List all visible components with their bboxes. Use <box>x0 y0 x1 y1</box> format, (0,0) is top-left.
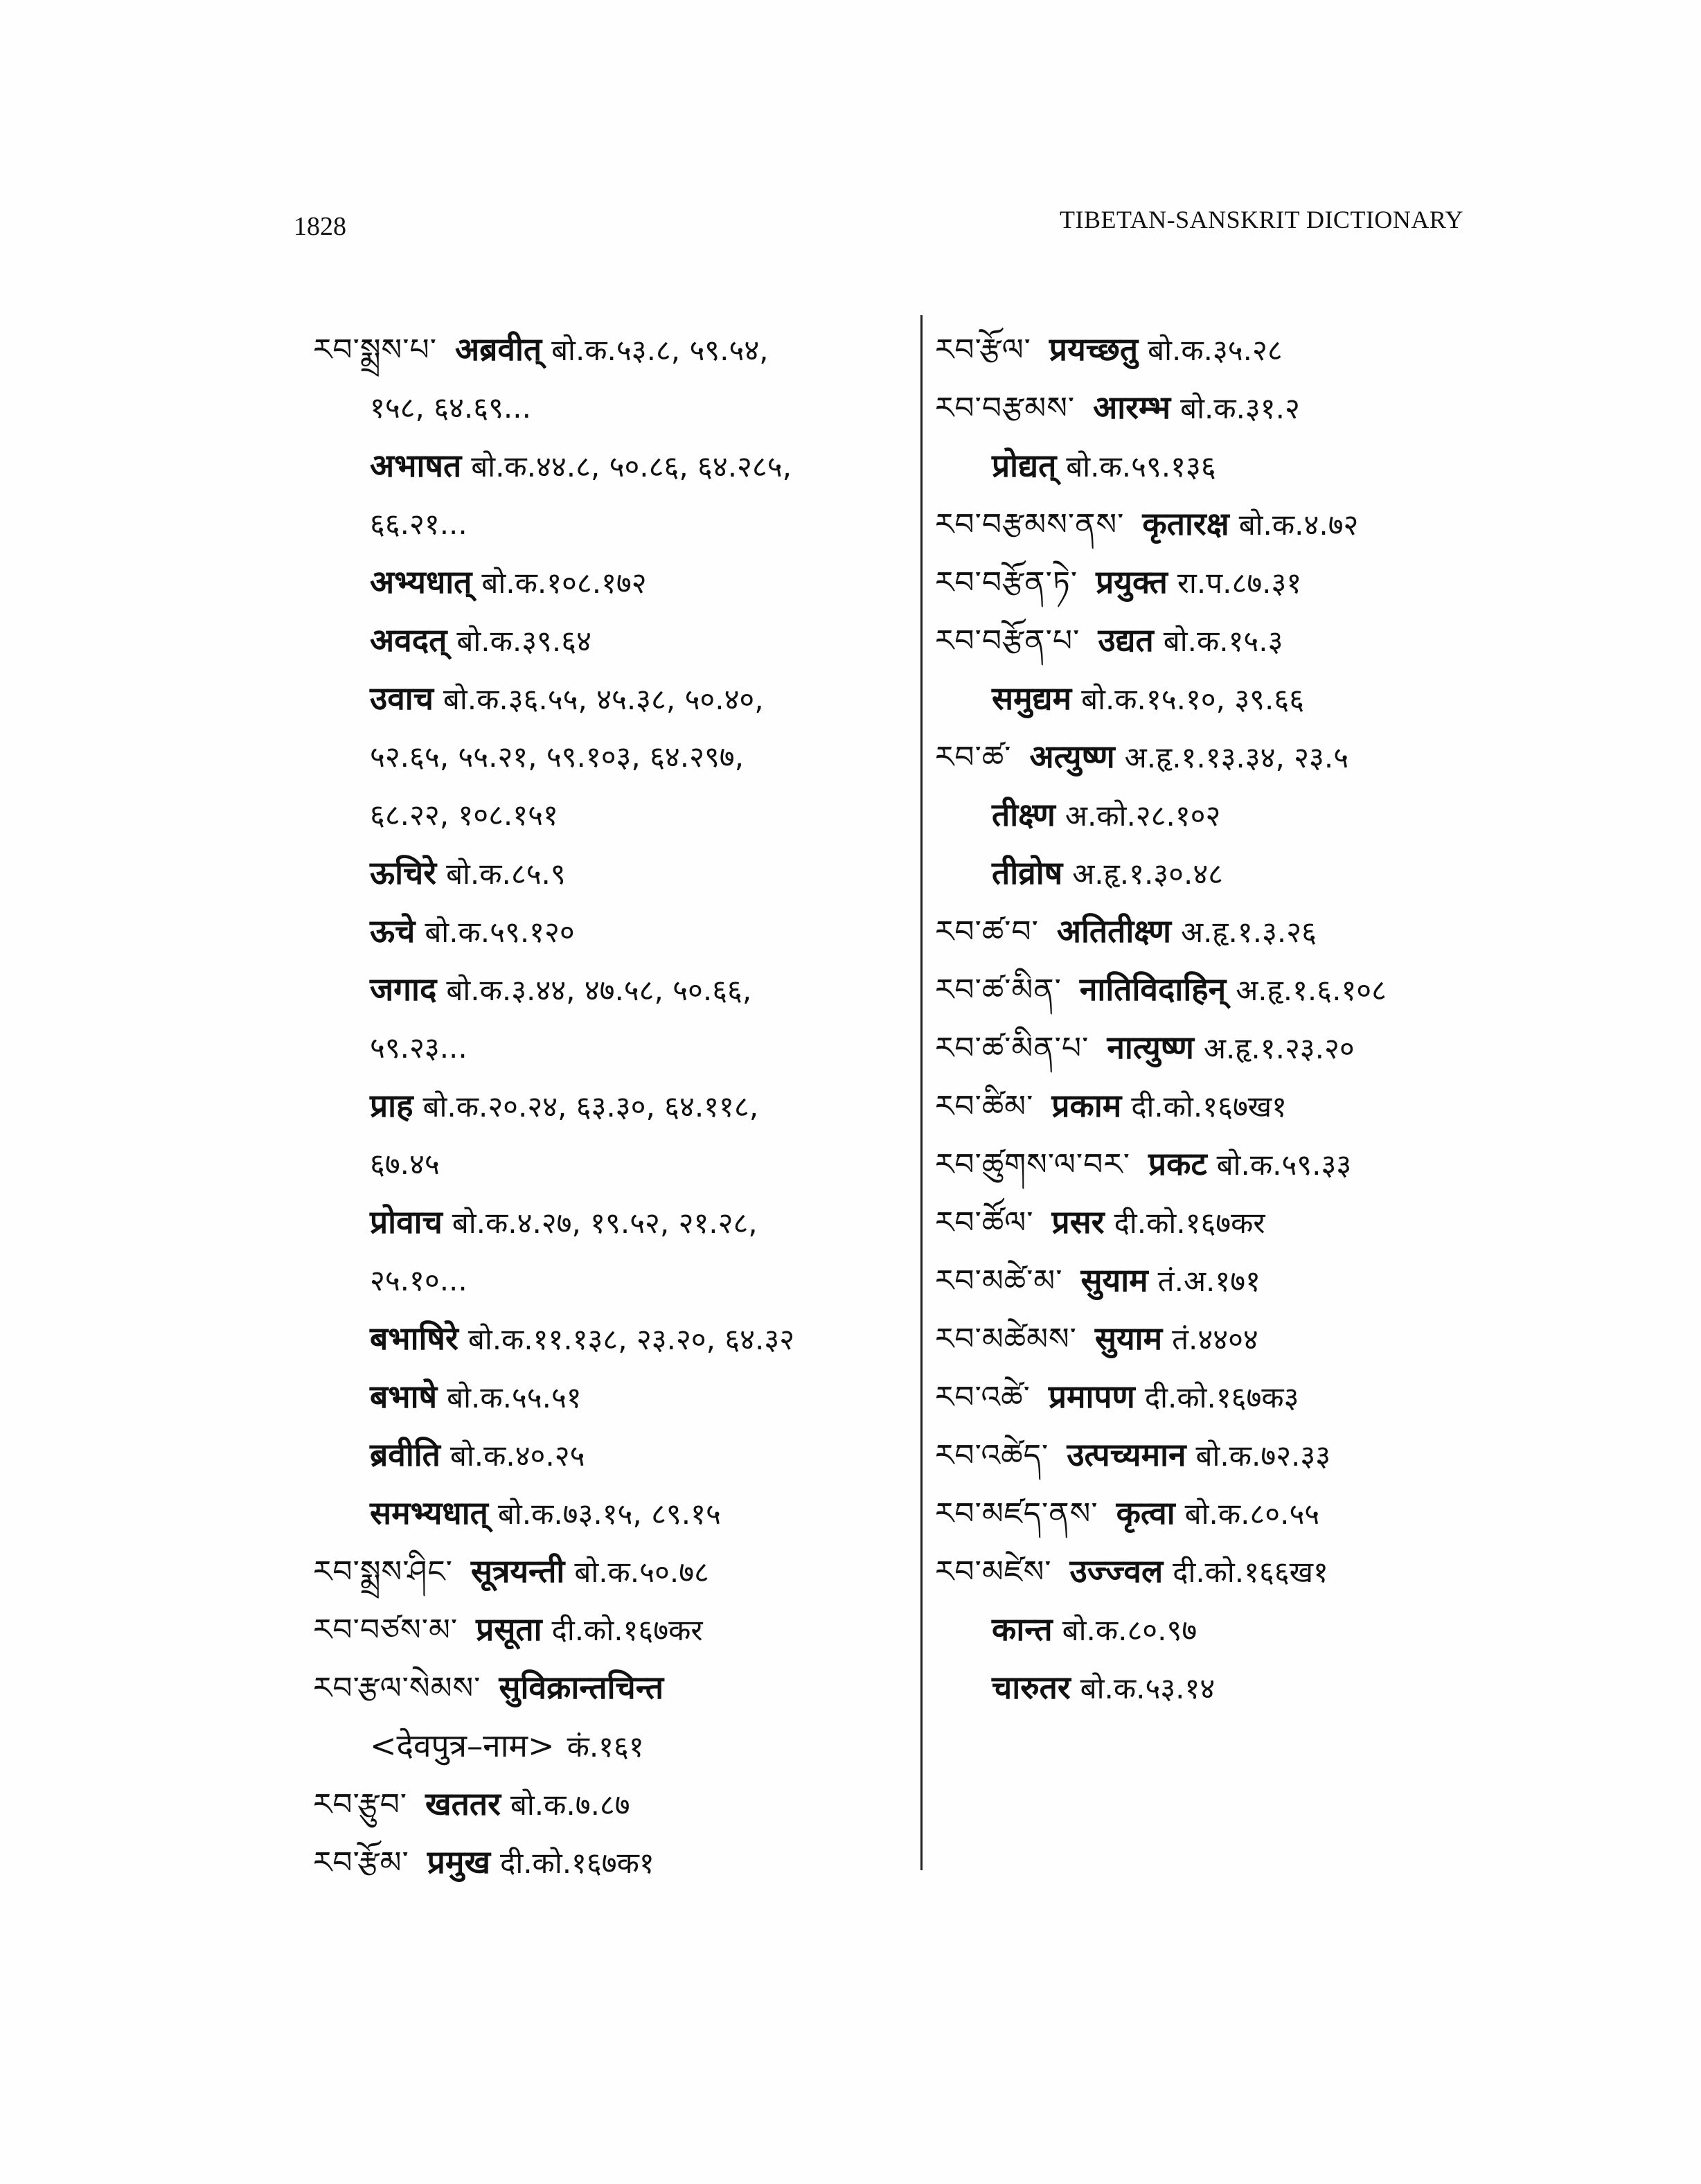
sanskrit-equivalent: तीक्ष्ण <box>992 796 1056 833</box>
tibetan-headword: རབ་རྩལ་སེམས་ <box>313 1671 481 1706</box>
sub-entry <box>313 1193 909 1251</box>
dictionary-entry <box>935 378 1461 436</box>
source-reference: बो.क.४०.२५ <box>449 1439 585 1473</box>
sanskrit-equivalent: नात्युष्ण <box>1107 1029 1194 1066</box>
source-reference: १५८, ६४.६९... <box>370 391 531 425</box>
dictionary-entry <box>313 320 909 378</box>
sanskrit-equivalent: प्रसूता <box>476 1610 542 1648</box>
dictionary-entry <box>313 1658 909 1716</box>
sanskrit-equivalent: बभाषे <box>370 1378 438 1415</box>
left-column <box>313 320 909 1891</box>
sanskrit-equivalent: उवाच <box>370 680 434 717</box>
sub-entry <box>313 553 909 611</box>
source-reference: बो.क.३.४४, ४७.५८, ५०.६६, <box>446 973 752 1007</box>
sanskrit-equivalent: समभ्यधात् <box>370 1494 488 1532</box>
source-reference: बो.क.१५.३ <box>1163 624 1283 658</box>
tibetan-headword: རབ་ཚིམ་ <box>935 1089 1034 1124</box>
column-divider <box>920 315 923 1870</box>
source-reference: ६६.२१... <box>370 507 467 541</box>
source-reference: ६८.२२, १०८.१५१ <box>370 798 558 832</box>
sanskrit-equivalent: चारुतर <box>992 1669 1071 1706</box>
dictionary-entry <box>935 1426 1461 1484</box>
tibetan-headword: རབ་བརྩམས་ནས་ <box>935 507 1125 542</box>
dictionary-entry <box>935 1309 1461 1367</box>
tibetan-headword: རབ་མཚེམས་ <box>935 1322 1077 1357</box>
dictionary-entry <box>935 611 1461 669</box>
source-reference: अ.हृ.१.६.१०८ <box>1236 973 1387 1007</box>
source-reference: बो.क.२०.२४, ६३.३०, ६४.११८, <box>422 1090 759 1124</box>
tibetan-headword: རབ་མཛད་ནས་ <box>935 1496 1098 1532</box>
source-reference: अ.हृ.१.१३.३४, २३.५ <box>1124 740 1349 774</box>
source-reference: बो.क.७.८७ <box>510 1788 630 1822</box>
source-reference: दी.को.१६७क१ <box>500 1846 654 1880</box>
sanskrit-equivalent: अवदत् <box>370 621 447 659</box>
tibetan-headword: རབ་སྨྲས་ཤིང་ <box>313 1554 453 1590</box>
sanskrit-equivalent: तीव्रोष <box>992 854 1063 891</box>
tibetan-headword: རབ་བརྩམས་ <box>935 391 1076 426</box>
source-reference: बो.क.४.२७, १९.५२, २१.२८, <box>452 1206 758 1240</box>
source-reference: २५.१०... <box>370 1263 467 1297</box>
dictionary-entry <box>935 1135 1461 1193</box>
sanskrit-equivalent: ऊचे <box>370 912 416 950</box>
source-reference: दी.को.१६७क३ <box>1144 1380 1299 1414</box>
source-reference: बो.क.५०.७८ <box>574 1555 709 1589</box>
entry-continuation <box>313 1018 909 1076</box>
source-reference: बो.क.४.७२ <box>1238 508 1359 542</box>
entry-continuation <box>313 785 909 844</box>
source-reference: बो.क.३५.२८ <box>1148 333 1283 367</box>
source-reference: बो.क.८०.५५ <box>1184 1497 1320 1531</box>
source-reference: बो.क.७२.३३ <box>1195 1439 1331 1473</box>
dictionary-entry <box>935 727 1461 785</box>
tibetan-headword: རབ་བརྩོན་པ་ <box>935 623 1080 659</box>
sanskrit-equivalent: कान्त <box>992 1610 1053 1648</box>
source-reference: अ.हृ.१.२३.२० <box>1203 1031 1355 1065</box>
category-note: <देवपुत्र–नाम> <box>370 1727 555 1764</box>
sub-entry <box>313 669 909 727</box>
source-reference: बो.क.५५.५१ <box>447 1380 582 1414</box>
dictionary-entry <box>935 1076 1461 1135</box>
tibetan-headword: རབ་འཚེ་ <box>935 1380 1031 1415</box>
sub-entry <box>313 611 909 669</box>
source-reference: ५२.६५, ५५.२१, ५९.१०३, ६४.२९७, <box>370 740 744 774</box>
sanskrit-equivalent: सुविक्रान्तचिन्त <box>499 1669 664 1706</box>
source-reference: तं.अ.१७१ <box>1157 1264 1261 1298</box>
sanskrit-equivalent: अत्युष्ण <box>1029 738 1115 775</box>
sanskrit-equivalent: उज्ज्वल <box>1069 1552 1164 1590</box>
source-reference: दी.को.१६७ख१ <box>1131 1090 1287 1124</box>
tibetan-headword: རབ་བརྩོན་ཏེ་ <box>935 565 1078 601</box>
source-reference: ६७.४५ <box>370 1147 440 1181</box>
sanskrit-equivalent: अभ्यधात् <box>370 563 472 601</box>
sanskrit-equivalent: प्रकट <box>1148 1145 1207 1182</box>
sanskrit-equivalent: प्रयुक्त <box>1096 563 1168 601</box>
sanskrit-equivalent: कृतारक्ष <box>1142 505 1229 542</box>
page-number: 1828 <box>294 212 346 241</box>
sanskrit-equivalent: प्रमुख <box>427 1843 491 1881</box>
sub-entry <box>935 1658 1461 1716</box>
source-reference: बो.क.१५.१०, ३९.६६ <box>1081 682 1305 716</box>
sanskrit-equivalent: अब्रवीत् <box>454 330 542 368</box>
tibetan-headword: རབ་ཚ་མིན་པ་ <box>935 1031 1089 1066</box>
sanskrit-equivalent: प्रसर <box>1051 1203 1105 1241</box>
entry-continuation <box>313 378 909 436</box>
tibetan-headword: རབ་རྩུབ་ <box>313 1787 408 1822</box>
dictionary-entry <box>935 1484 1461 1542</box>
sanskrit-equivalent: उत्पच्यमान <box>1067 1436 1186 1473</box>
tibetan-headword: རབ་ཚ་ <box>935 740 1012 775</box>
dictionary-entry <box>935 960 1461 1018</box>
sanskrit-equivalent: खततर <box>425 1785 501 1822</box>
sub-entry <box>313 1367 909 1426</box>
right-column <box>935 320 1461 1716</box>
dictionary-entry <box>935 1018 1461 1076</box>
tibetan-headword: རབ་རྩོམ་ <box>313 1845 409 1881</box>
entry-continuation <box>313 1251 909 1309</box>
sub-entry <box>935 669 1461 727</box>
dictionary-entry <box>935 1251 1461 1309</box>
sub-entry <box>935 1600 1461 1658</box>
entry-continuation <box>313 1135 909 1193</box>
dictionary-entry <box>935 1367 1461 1426</box>
dictionary-entry <box>935 902 1461 960</box>
entry-note <box>313 1716 909 1775</box>
source-reference: दी.को.१६७कर <box>551 1613 703 1647</box>
tibetan-headword: རབ་རྩོལ་ <box>935 332 1031 368</box>
tibetan-headword: རབ་ཚུགས་ལ་བར་ <box>935 1147 1130 1182</box>
sanskrit-equivalent: आरम्भ <box>1093 389 1171 426</box>
sanskrit-equivalent: प्राह <box>370 1087 413 1124</box>
source-reference: बो.क.३९.६४ <box>456 624 591 658</box>
tibetan-headword: རབ་ཚ་མིན་ <box>935 973 1062 1008</box>
source-reference: बो.क.१०८.१७२ <box>481 566 647 600</box>
sanskrit-equivalent: समुद्यम <box>992 680 1072 717</box>
tibetan-headword: རབ་མཚེ་མ་ <box>935 1263 1063 1299</box>
source-reference: बो.क.८५.९ <box>446 857 566 891</box>
tibetan-headword: རབ་ཚོལ་ <box>935 1205 1034 1241</box>
source-reference: तं.४४०४ <box>1172 1322 1258 1356</box>
sanskrit-equivalent: प्रोद्यत् <box>992 447 1057 484</box>
sanskrit-equivalent: नातिविदाहिन् <box>1079 970 1227 1008</box>
tibetan-headword: རབ་ཚ་བ་ <box>935 914 1039 950</box>
sub-entry <box>935 436 1461 495</box>
sanskrit-equivalent: उद्यत <box>1098 621 1154 659</box>
sanskrit-equivalent: प्रकाम <box>1051 1087 1122 1124</box>
sanskrit-equivalent: बभाषिरे <box>370 1320 458 1357</box>
source-reference: अ.हृ.१.३०.४८ <box>1072 857 1224 891</box>
sub-entry <box>313 1309 909 1367</box>
source-reference: बो.क.५९.१३६ <box>1066 450 1216 483</box>
sanskrit-equivalent: अतितीक्ष्ण <box>1056 912 1172 950</box>
dictionary-entry <box>935 495 1461 553</box>
entry-continuation <box>313 495 909 553</box>
sub-entry <box>313 844 909 902</box>
source-reference: कं.१६१ <box>567 1730 644 1764</box>
sub-entry <box>313 1076 909 1135</box>
dictionary-entry <box>935 1193 1461 1251</box>
source-reference: बो.क.११.१३८, २३.२०, ६४.३२ <box>467 1322 795 1356</box>
sanskrit-equivalent: सूत्रयन्ती <box>470 1552 565 1590</box>
dictionary-entry <box>935 1542 1461 1600</box>
tibetan-headword: རབ་མཛེས་ <box>935 1554 1052 1590</box>
tibetan-headword: རབ་སྨྲས་པ་ <box>313 332 437 368</box>
sub-entry <box>935 785 1461 844</box>
sub-entry <box>313 902 909 960</box>
dictionary-entry <box>313 1833 909 1891</box>
sub-entry <box>935 844 1461 902</box>
sanskrit-equivalent: प्रमापण <box>1048 1378 1135 1415</box>
sub-entry <box>313 436 909 495</box>
source-reference: बो.क.५९.१२० <box>425 915 575 949</box>
sub-entry <box>313 1484 909 1542</box>
source-reference: अ.हृ.१.३.२६ <box>1181 915 1317 949</box>
tibetan-headword: རབ་བཙས་མ་ <box>313 1613 458 1648</box>
sub-entry <box>313 1426 909 1484</box>
tibetan-headword: རབ་འཚེད་ <box>935 1438 1049 1473</box>
dictionary-entry <box>313 1542 909 1600</box>
sanskrit-equivalent: सुयाम <box>1080 1261 1148 1299</box>
sanskrit-equivalent: अभाषत <box>370 447 462 484</box>
sanskrit-equivalent: जगाद <box>370 970 437 1008</box>
dictionary-entry <box>935 553 1461 611</box>
dictionary-entry <box>935 320 1461 378</box>
sanskrit-equivalent: सुयाम <box>1094 1320 1163 1357</box>
sanskrit-equivalent: कृत्वा <box>1116 1494 1175 1532</box>
dictionary-entry <box>313 1775 909 1833</box>
source-reference: बो.क.५३.८, ५९.५४, <box>551 333 769 367</box>
source-reference: बो.क.५९.३३ <box>1216 1148 1352 1182</box>
source-reference: दी.को.१६६ख१ <box>1173 1555 1328 1589</box>
source-reference: बो.क.५३.१४ <box>1080 1671 1215 1705</box>
source-reference: बो.क.३१.२ <box>1180 391 1300 425</box>
source-reference: बो.क.७३.१५, ८९.१५ <box>497 1497 721 1531</box>
source-reference: ५९.२३... <box>370 1031 467 1065</box>
source-reference: रा.प.८७.३१ <box>1177 566 1302 600</box>
sanskrit-equivalent: प्रयच्छतु <box>1049 330 1139 368</box>
sub-entry <box>313 960 909 1018</box>
source-reference: बो.क.८०.९७ <box>1062 1613 1197 1647</box>
sanskrit-equivalent: ब्रवीति <box>370 1436 440 1473</box>
running-head: TIBETAN-SANSKRIT DICTIONARY <box>1060 206 1463 233</box>
dictionary-entry <box>313 1600 909 1658</box>
entry-continuation <box>313 727 909 785</box>
source-reference: बो.क.४४.८, ५०.८६, ६४.२८५, <box>471 450 792 483</box>
sanskrit-equivalent: प्रोवाच <box>370 1203 443 1241</box>
source-reference: दी.को.१६७कर <box>1114 1206 1265 1240</box>
source-reference: अ.को.२८.१०२ <box>1065 799 1221 833</box>
sanskrit-equivalent: ऊचिरे <box>370 854 437 891</box>
source-reference: बो.क.३६.५५, ४५.३८, ५०.४०, <box>443 682 764 716</box>
